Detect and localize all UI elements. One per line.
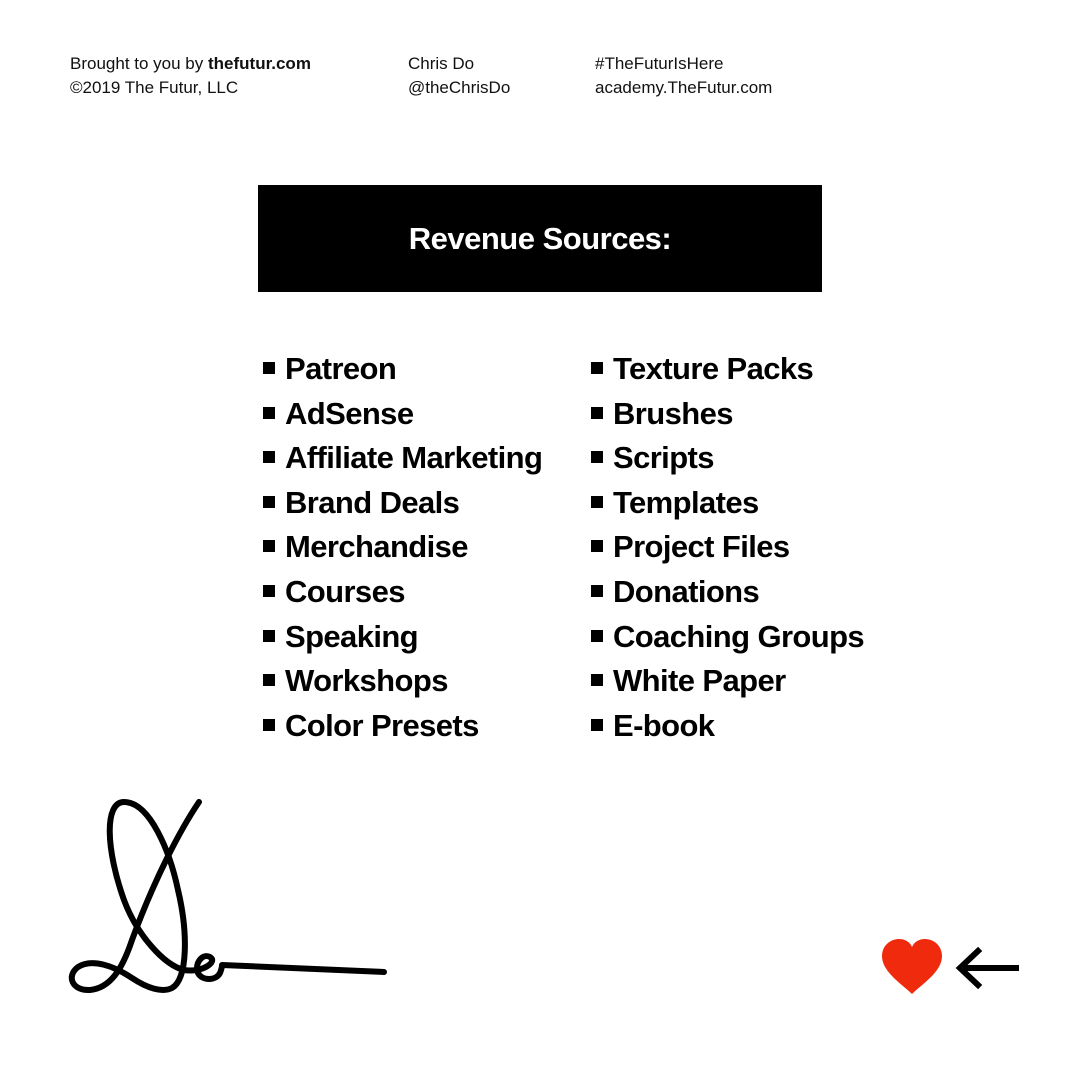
list-item — [263, 615, 542, 660]
brought-prefix: Brought to you by — [70, 54, 208, 73]
hashtag[interactable]: #TheFuturIsHere — [595, 54, 724, 73]
square-bullet-icon — [263, 362, 275, 374]
list-item-label: Brand Deals — [285, 484, 460, 520]
revenue-list-right — [591, 347, 864, 748]
square-bullet-icon — [263, 674, 275, 686]
list-item-label: Texture Packs — [613, 351, 814, 386]
list-item-label: Donations — [613, 573, 760, 609]
heart-icon[interactable] — [880, 938, 944, 996]
page-title: Revenue Sources: — [408, 220, 672, 256]
title-banner — [258, 185, 822, 292]
list-item-label: Scripts — [613, 440, 714, 476]
author-name: Chris Do — [408, 54, 475, 73]
list-item-label: Coaching Groups — [613, 618, 865, 654]
list-item — [591, 481, 864, 526]
square-bullet-icon — [591, 540, 603, 552]
square-bullet-icon — [591, 362, 603, 374]
list-item-label: Workshops — [285, 663, 448, 699]
signature-do — [62, 790, 392, 1005]
square-bullet-icon — [591, 407, 603, 419]
list-item — [591, 570, 864, 615]
list-item — [263, 704, 542, 749]
list-item — [591, 659, 864, 704]
author-handle[interactable]: @theChrisDo — [408, 78, 511, 97]
list-item-label: Affiliate Marketing — [285, 440, 543, 476]
list-item-label: Speaking — [285, 618, 419, 654]
square-bullet-icon — [263, 719, 275, 731]
square-bullet-icon — [591, 451, 603, 463]
list-item — [591, 525, 864, 570]
list-item-label: AdSense — [285, 395, 414, 431]
links-block — [595, 52, 772, 100]
list-item-label: Courses — [285, 573, 405, 609]
list-item-label: Project Files — [613, 529, 790, 565]
list-item — [263, 436, 542, 481]
list-item — [591, 347, 864, 392]
square-bullet-icon — [263, 630, 275, 642]
square-bullet-icon — [263, 540, 275, 552]
list-item — [263, 392, 542, 437]
credit-block — [70, 52, 311, 100]
list-item-label: Patreon — [285, 351, 397, 386]
list-item-label: Merchandise — [285, 529, 468, 565]
brought-line — [70, 52, 311, 76]
list-item-label: White Paper — [613, 663, 786, 699]
list-item-label: E-book — [613, 707, 715, 743]
square-bullet-icon — [591, 674, 603, 686]
list-item — [263, 525, 542, 570]
site-link[interactable]: thefutur.com — [207, 54, 311, 73]
square-bullet-icon — [591, 496, 603, 508]
list-item-label: Brushes — [613, 395, 733, 431]
square-bullet-icon — [591, 585, 603, 597]
list-item — [263, 659, 542, 704]
square-bullet-icon — [591, 719, 603, 731]
list-item-label: Color Presets — [285, 707, 479, 743]
square-bullet-icon — [263, 407, 275, 419]
square-bullet-icon — [263, 451, 275, 463]
square-bullet-icon — [263, 496, 275, 508]
copyright-text: ©2019 The Futur, LLC — [70, 78, 239, 97]
list-item — [591, 615, 864, 660]
square-bullet-icon — [263, 585, 275, 597]
list-item — [263, 570, 542, 615]
academy-link[interactable]: academy.TheFutur.com — [595, 78, 773, 97]
list-item — [591, 704, 864, 749]
revenue-list-left — [263, 347, 542, 748]
arrow-left-icon[interactable] — [954, 947, 1020, 989]
list-item — [263, 481, 542, 526]
square-bullet-icon — [591, 630, 603, 642]
list-item-label: Templates — [613, 484, 759, 520]
list-item — [591, 392, 864, 437]
list-item — [263, 347, 542, 392]
list-item — [591, 436, 864, 481]
author-block — [408, 52, 510, 100]
